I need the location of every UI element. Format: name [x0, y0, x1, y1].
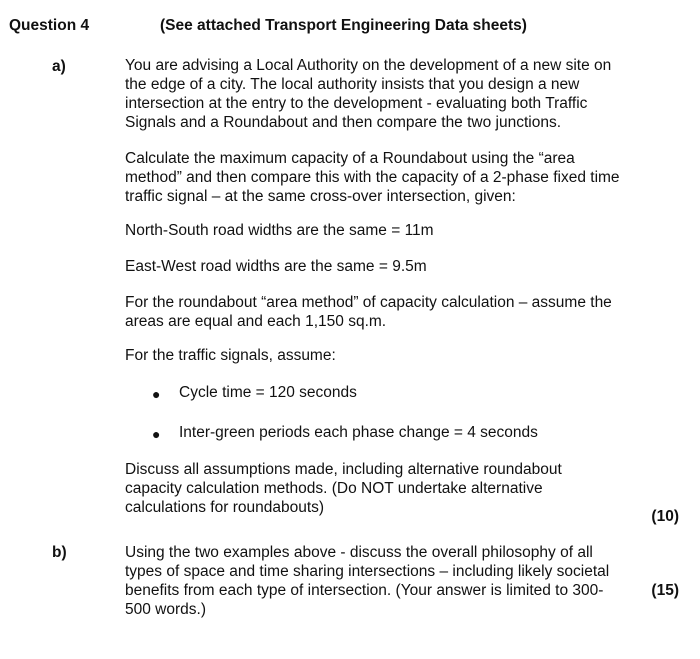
part-b-marks: (15): [651, 582, 679, 599]
roundabout-assumption: For the roundabout “area method” of capacity calculation – assume the areas are equal and each 1,150 sq.m.: [125, 294, 612, 330]
ns-road-widths: North-South road widths are the same = 11m: [125, 222, 434, 239]
bullet-cycle-time: Cycle time = 120 seconds: [179, 384, 357, 401]
signals-intro: For the traffic signals, assume:: [125, 347, 336, 364]
part-a-task: Calculate the maximum capacity of a Roundabout using the “area method” and then compare this with the capacity of a 2-phase fixed time traffic signal – at the same cross-over intersection, given:: [125, 150, 620, 205]
bullet-dot-icon: ●: [152, 426, 161, 442]
part-a-discuss: Discuss all assumptions made, including alternative roundabout capacity calculation methods. (Do NOT undertake alternative calculations for roundabouts): [125, 461, 562, 516]
part-b-text: Using the two examples above - discuss the overall philosophy of all types of space and time sharing intersections – including likely societal benefits from each type of intersection. (Your answer is limited to 300-500 words.): [125, 544, 610, 618]
ew-road-widths: East-West road widths are the same = 9.5m: [125, 258, 427, 275]
question-header: (See attached Transport Engineering Data sheets): [160, 17, 527, 34]
part-a-intro: You are advising a Local Authority on the development of a new site on the edge of a city. The local authority insists that you design a new intersection at the entry to the development - evaluating both Traffic Signals and a Roundabout and then compare the two junctions.: [125, 57, 612, 131]
part-a-label: a): [52, 58, 66, 75]
part-b-label: b): [52, 544, 67, 561]
question-label: Question 4: [9, 17, 90, 34]
bullet-dot-icon: ●: [152, 386, 161, 402]
part-a-marks: (10): [651, 508, 679, 525]
bullet-inter-green: Inter-green periods each phase change = 4 seconds: [179, 424, 538, 441]
